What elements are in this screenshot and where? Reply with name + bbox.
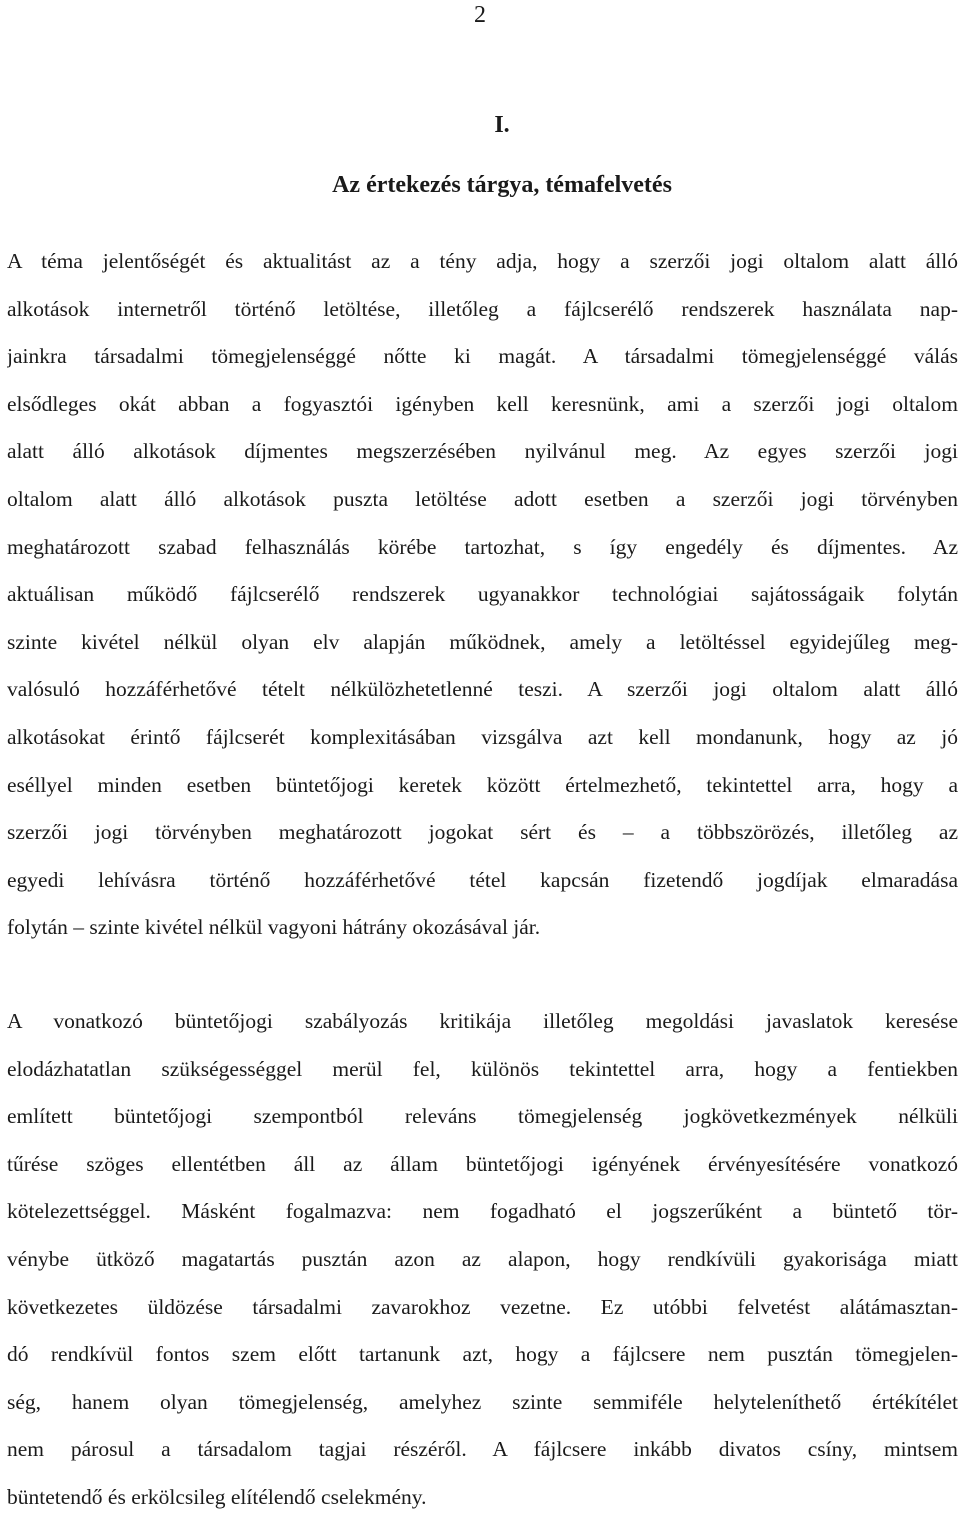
chapter-number: I.: [494, 112, 510, 138]
text-line: elodázhatatlan szükségességgel merül fel, különös tekintettel arra, hogy a fentiekben: [7, 1056, 958, 1081]
text-line: A vonatkozó büntetőjogi szabályozás kritikája illetőleg megoldási javaslatok keresése: [7, 1009, 958, 1033]
text-line: szinte kivétel nélkül olyan elv alapján működnek, amely a letöltéssel egyidejűleg meg-: [7, 629, 958, 654]
text-line: dó rendkívül fontos szem előtt tartanunk azt, hogy a fájlcsere nem pusztán tömegjelen-: [7, 1342, 958, 1367]
text-line: aktuálisan működő fájlcserélő rendszerek ugyanakkor technológiai sajátosságaik folytán: [7, 582, 958, 607]
text-line: vénybe ütköző magatartás pusztán azon az alapon, hogy rendkívüli gyakorisága miatt: [7, 1246, 958, 1271]
text-line: ség, hanem olyan tömegjelenség, amelyhez szinte semmiféle helyteleníthető értékítélet: [7, 1389, 958, 1414]
text-line: meghatározott szabad felhasználás körébe tartozhat, s így engedély és díjmentes. Az: [7, 534, 958, 559]
text-line: jainkra társadalmi tömegjelenséggé nőtte ki magát. A társadalmi tömegjelenséggé válás: [7, 344, 958, 369]
paragraph-2: [7, 998, 958, 1522]
text-line: valósuló hozzáférhetővé tételt nélkülözhetetlenné teszi. A szerzői jogi oltalom alatt álló: [7, 677, 958, 702]
text-line: szerzői jogi törvényben meghatározott jogokat sért és – a többszörözés, illetőleg az: [7, 820, 958, 845]
text-line: alatt álló alkotások díjmentes megszerzésében nyilvánul meg. Az egyes szerzői jogi: [7, 439, 958, 464]
paragraph-1: [7, 238, 958, 952]
text-line: folytán – szinte kivétel nélkül vagyoni hátrány okozásával jár.: [7, 915, 541, 940]
text-line: következetes üldözése társadalmi zavarokhoz vezetne. Ez utóbbi felvetést alátámasztan-: [7, 1294, 958, 1319]
text-line: eséllyel minden esetben büntetőjogi keretek között értelmezhető, tekintettel arra, hogy a: [7, 772, 958, 797]
text-line: büntetendő és erkölcsileg elítélendő cselekmény.: [7, 1484, 427, 1509]
text-line: alkotásokat érintő fájlcserét komplexitásában vizsgálva azt kell mondanunk, hogy az jó: [7, 724, 958, 749]
text-line: nem párosul a társadalom tagjai részéről. A fájlcsere inkább divatos csíny, mintsem: [7, 1437, 958, 1462]
chapter-title: Az értekezés tárgya, témafelvetés: [332, 172, 672, 198]
page-number: 2: [474, 2, 486, 28]
text-line: elsődleges okát abban a fogyasztói igényben kell keresnünk, ami a szerzői jogi oltalom: [7, 391, 958, 416]
text-line: alkotások internetről történő letöltése, illetőleg a fájlcserélő rendszerek használata nap-: [7, 296, 958, 321]
text-line: egyedi lehívásra történő hozzáférhetővé tétel kapcsán fizetendő jogdíjak elmaradása: [7, 867, 958, 892]
text-line: említett büntetőjogi szempontból releváns tömegjelenség jogkövetkezmények nélküli: [7, 1104, 958, 1129]
text-line: oltalom alatt álló alkotások puszta letöltése adott esetben a szerzői jogi törvényben: [7, 486, 958, 511]
text-line: tűrése szöges ellentétben áll az állam büntetőjogi igényének érvényesítésére vonatkozó: [7, 1151, 958, 1176]
text-line: kötelezettséggel. Másként fogalmazva: nem fogadható el jogszerűként a büntető tör-: [7, 1199, 958, 1224]
text-line: A téma jelentőségét és aktualitást az a tény adja, hogy a szerzői jogi oltalom alatt álló: [7, 249, 958, 273]
